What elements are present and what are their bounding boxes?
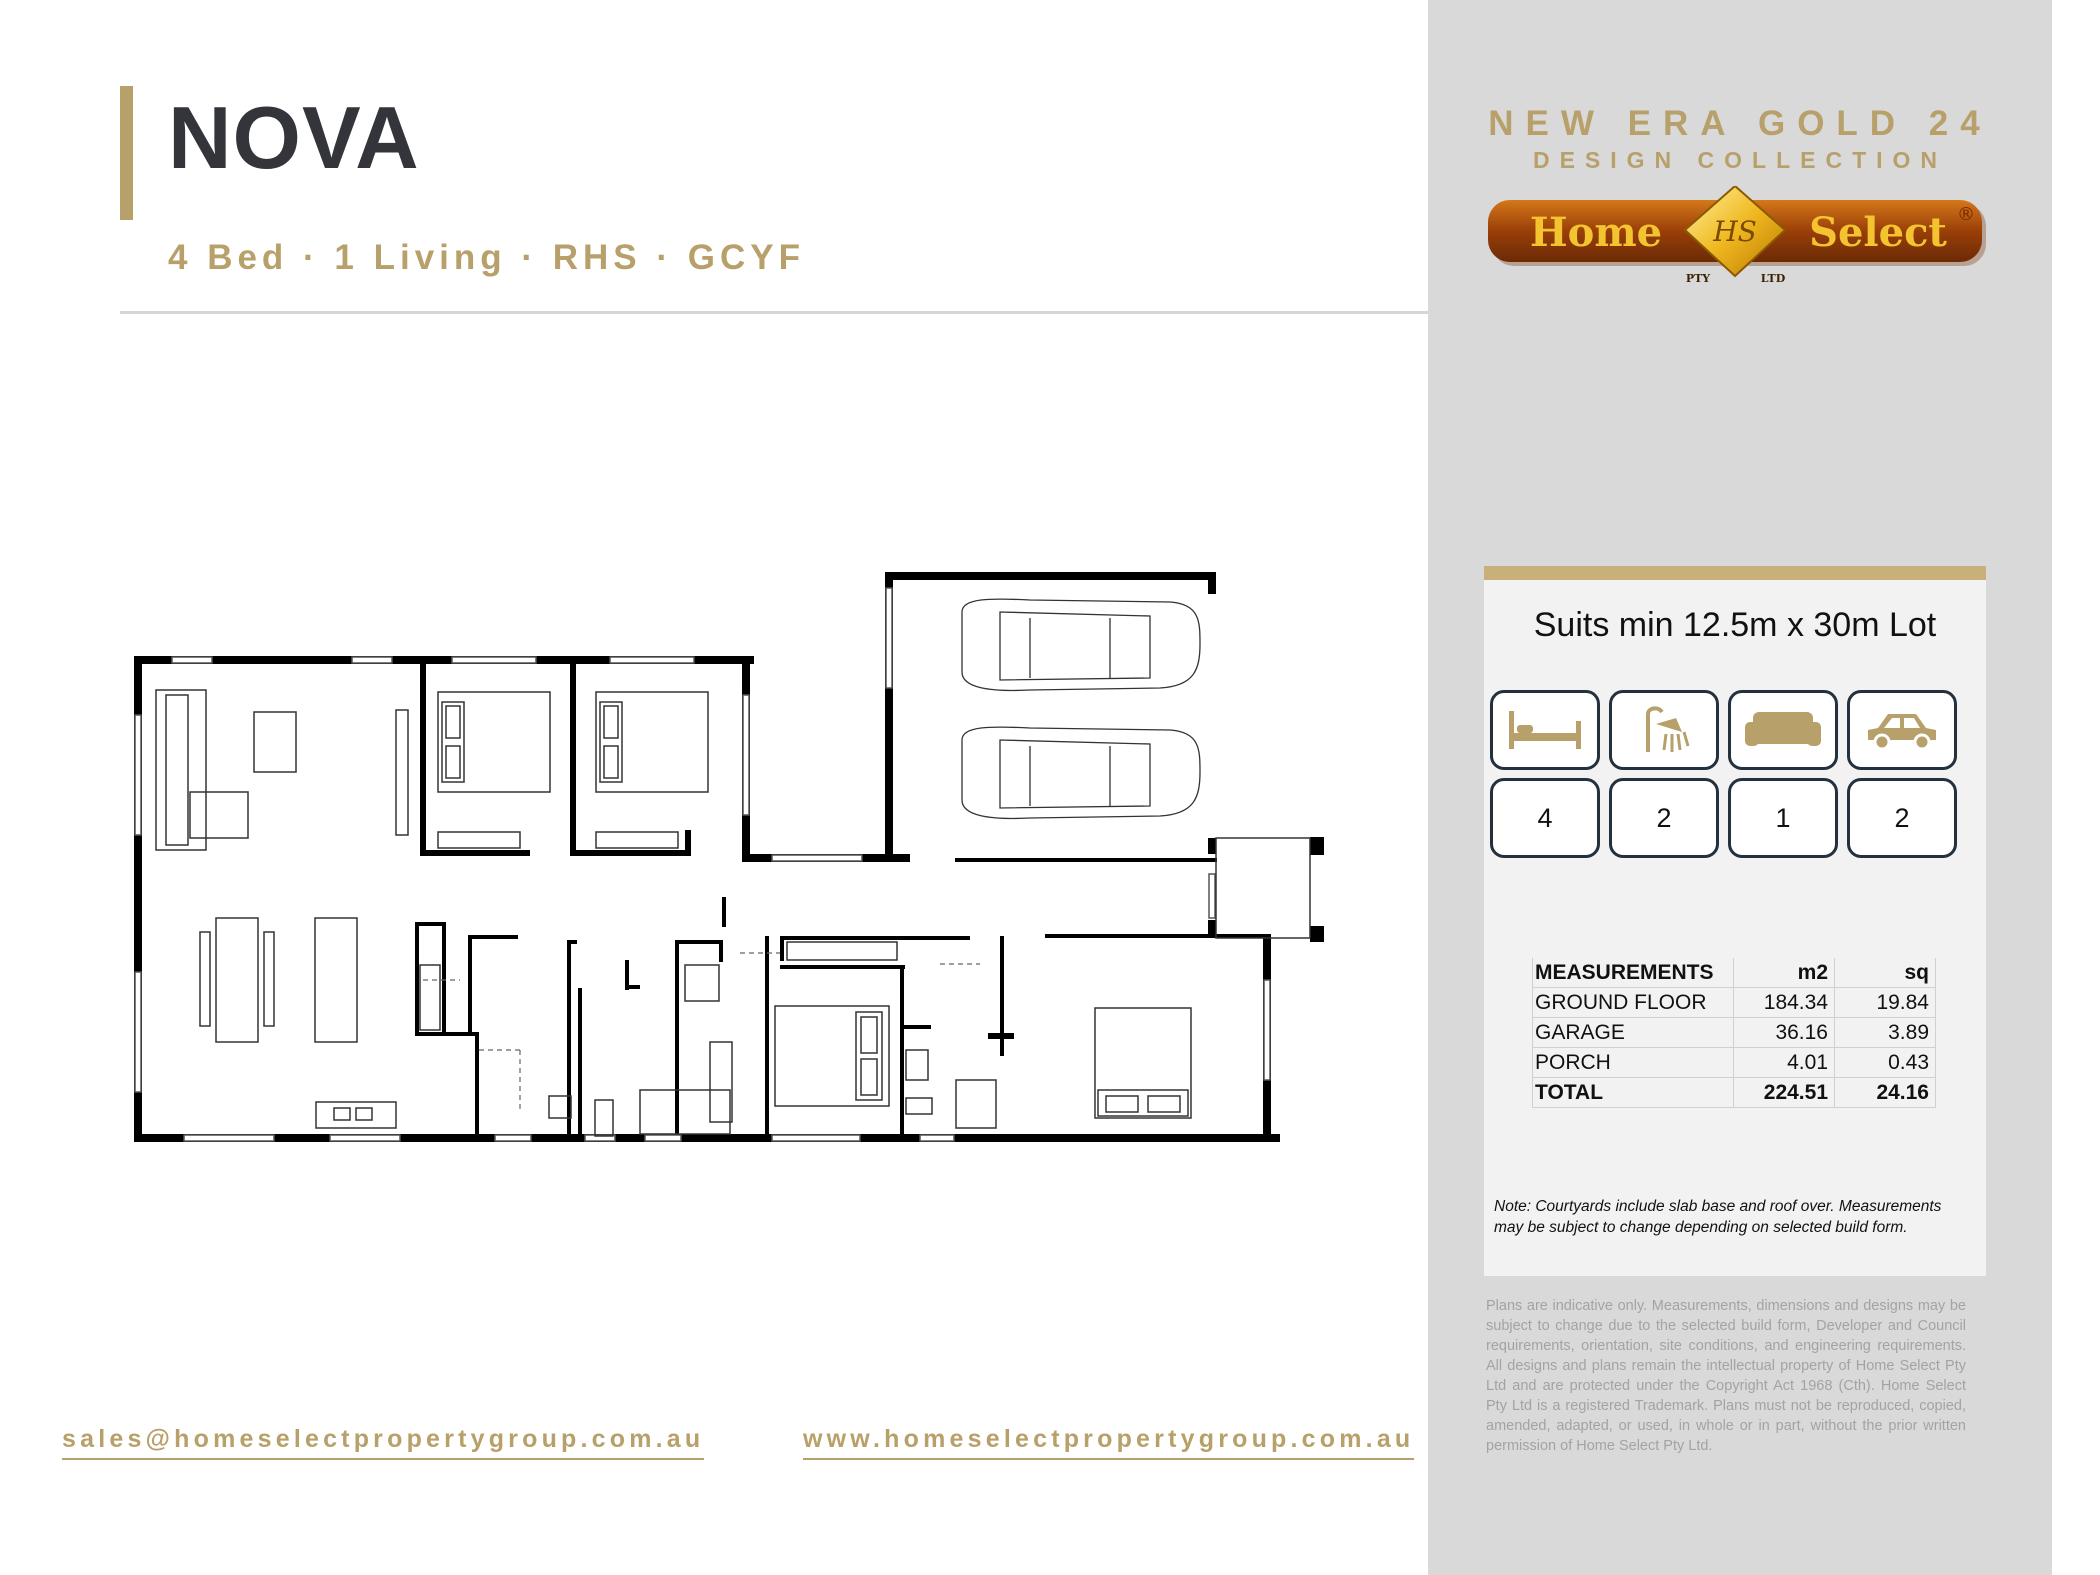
table-cell: GROUND FLOOR bbox=[1533, 988, 1734, 1018]
measurements-table bbox=[1532, 958, 1936, 1108]
courtyard-note: Note: Courtyards include slab base and roof over. Measurements may be subject to change depending on selected build form. bbox=[1494, 1198, 1942, 1236]
table-header-row bbox=[1533, 958, 1936, 988]
table-row bbox=[1533, 1048, 1936, 1078]
bath-tile bbox=[1609, 690, 1719, 770]
table-cell: 19.84 bbox=[1835, 988, 1936, 1018]
garage-count: 2 bbox=[1847, 778, 1957, 858]
table-row bbox=[1533, 988, 1936, 1018]
table-cell: PORCH bbox=[1533, 1048, 1734, 1078]
email-link[interactable]: sales@homeselectpropertygroup.com.au bbox=[62, 1425, 704, 1460]
table-cell: 36.16 bbox=[1734, 1018, 1835, 1048]
registered-mark: ® bbox=[1957, 204, 1975, 225]
logo-small-left: PTY bbox=[1685, 272, 1711, 285]
table-header: MEASUREMENTS bbox=[1533, 958, 1734, 988]
logo-small-right: LTD bbox=[1760, 272, 1786, 285]
table-cell: TOTAL bbox=[1533, 1078, 1734, 1108]
table-cell: 3.89 bbox=[1835, 1018, 1936, 1048]
collection-tagline: DESIGN COLLECTION bbox=[1532, 147, 1948, 173]
website-link[interactable]: www.homeselectpropertygroup.com.au bbox=[803, 1425, 1414, 1460]
title-accent-bar bbox=[120, 86, 133, 220]
logo-monogram: HS bbox=[1713, 215, 1757, 248]
lot-size: Suits min 12.5m x 30m Lot bbox=[1533, 606, 1937, 644]
home-select-logo bbox=[1488, 186, 1988, 286]
table-cell: 4.01 bbox=[1734, 1048, 1835, 1078]
bed-icon bbox=[1505, 705, 1585, 755]
table-cell: GARAGE bbox=[1533, 1018, 1734, 1048]
table-total-row bbox=[1533, 1078, 1936, 1108]
table-cell: 184.34 bbox=[1734, 988, 1835, 1018]
bathrooms-count: 2 bbox=[1609, 778, 1719, 858]
table-cell: 224.51 bbox=[1734, 1078, 1835, 1108]
bed-tile bbox=[1490, 690, 1600, 770]
table-header: sq bbox=[1835, 958, 1936, 988]
shower-icon bbox=[1634, 702, 1694, 758]
living-count: 1 bbox=[1728, 778, 1838, 858]
table-row bbox=[1533, 1018, 1936, 1048]
plan-subtitle: 4 Bed · 1 Living · RHS · GCYF bbox=[168, 238, 805, 277]
living-tile bbox=[1728, 690, 1838, 770]
collection-heading bbox=[1428, 103, 2052, 175]
garage-tile bbox=[1847, 690, 1957, 770]
sofa-icon bbox=[1743, 708, 1823, 752]
bedrooms-count: 4 bbox=[1490, 778, 1600, 858]
page-title: NOVA bbox=[168, 88, 420, 187]
header-divider bbox=[120, 311, 1428, 314]
table-header: m2 bbox=[1734, 958, 1835, 988]
table-cell: 24.16 bbox=[1835, 1078, 1936, 1108]
floor-plan bbox=[120, 560, 1360, 1160]
collection-name: NEW ERA GOLD 24 bbox=[1488, 104, 1992, 143]
specs-card bbox=[1484, 566, 1986, 1276]
disclaimer: Plans are indicative only. Measurements, dimensions and designs may be subject to change due to the selected build form, Developer and Council requirements, orientation, site conditions, and engineering requirements. All designs and plans remain the intellectual property of Home Select Pty Ltd and are protected under the Copyright Act 1968 (Cth). Home Select Pty Ltd is a registered Trademark. Plans must not be reproduced, copied, amended, adapted, or used, in whole or in part, without the prior written permission of Home Select Pty Ltd. bbox=[1486, 1298, 1966, 1454]
table-cell: 0.43 bbox=[1835, 1048, 1936, 1078]
logo-word-right: Select bbox=[1809, 209, 1947, 256]
car-icon bbox=[1862, 708, 1942, 752]
logo-word-left: Home bbox=[1529, 209, 1663, 256]
